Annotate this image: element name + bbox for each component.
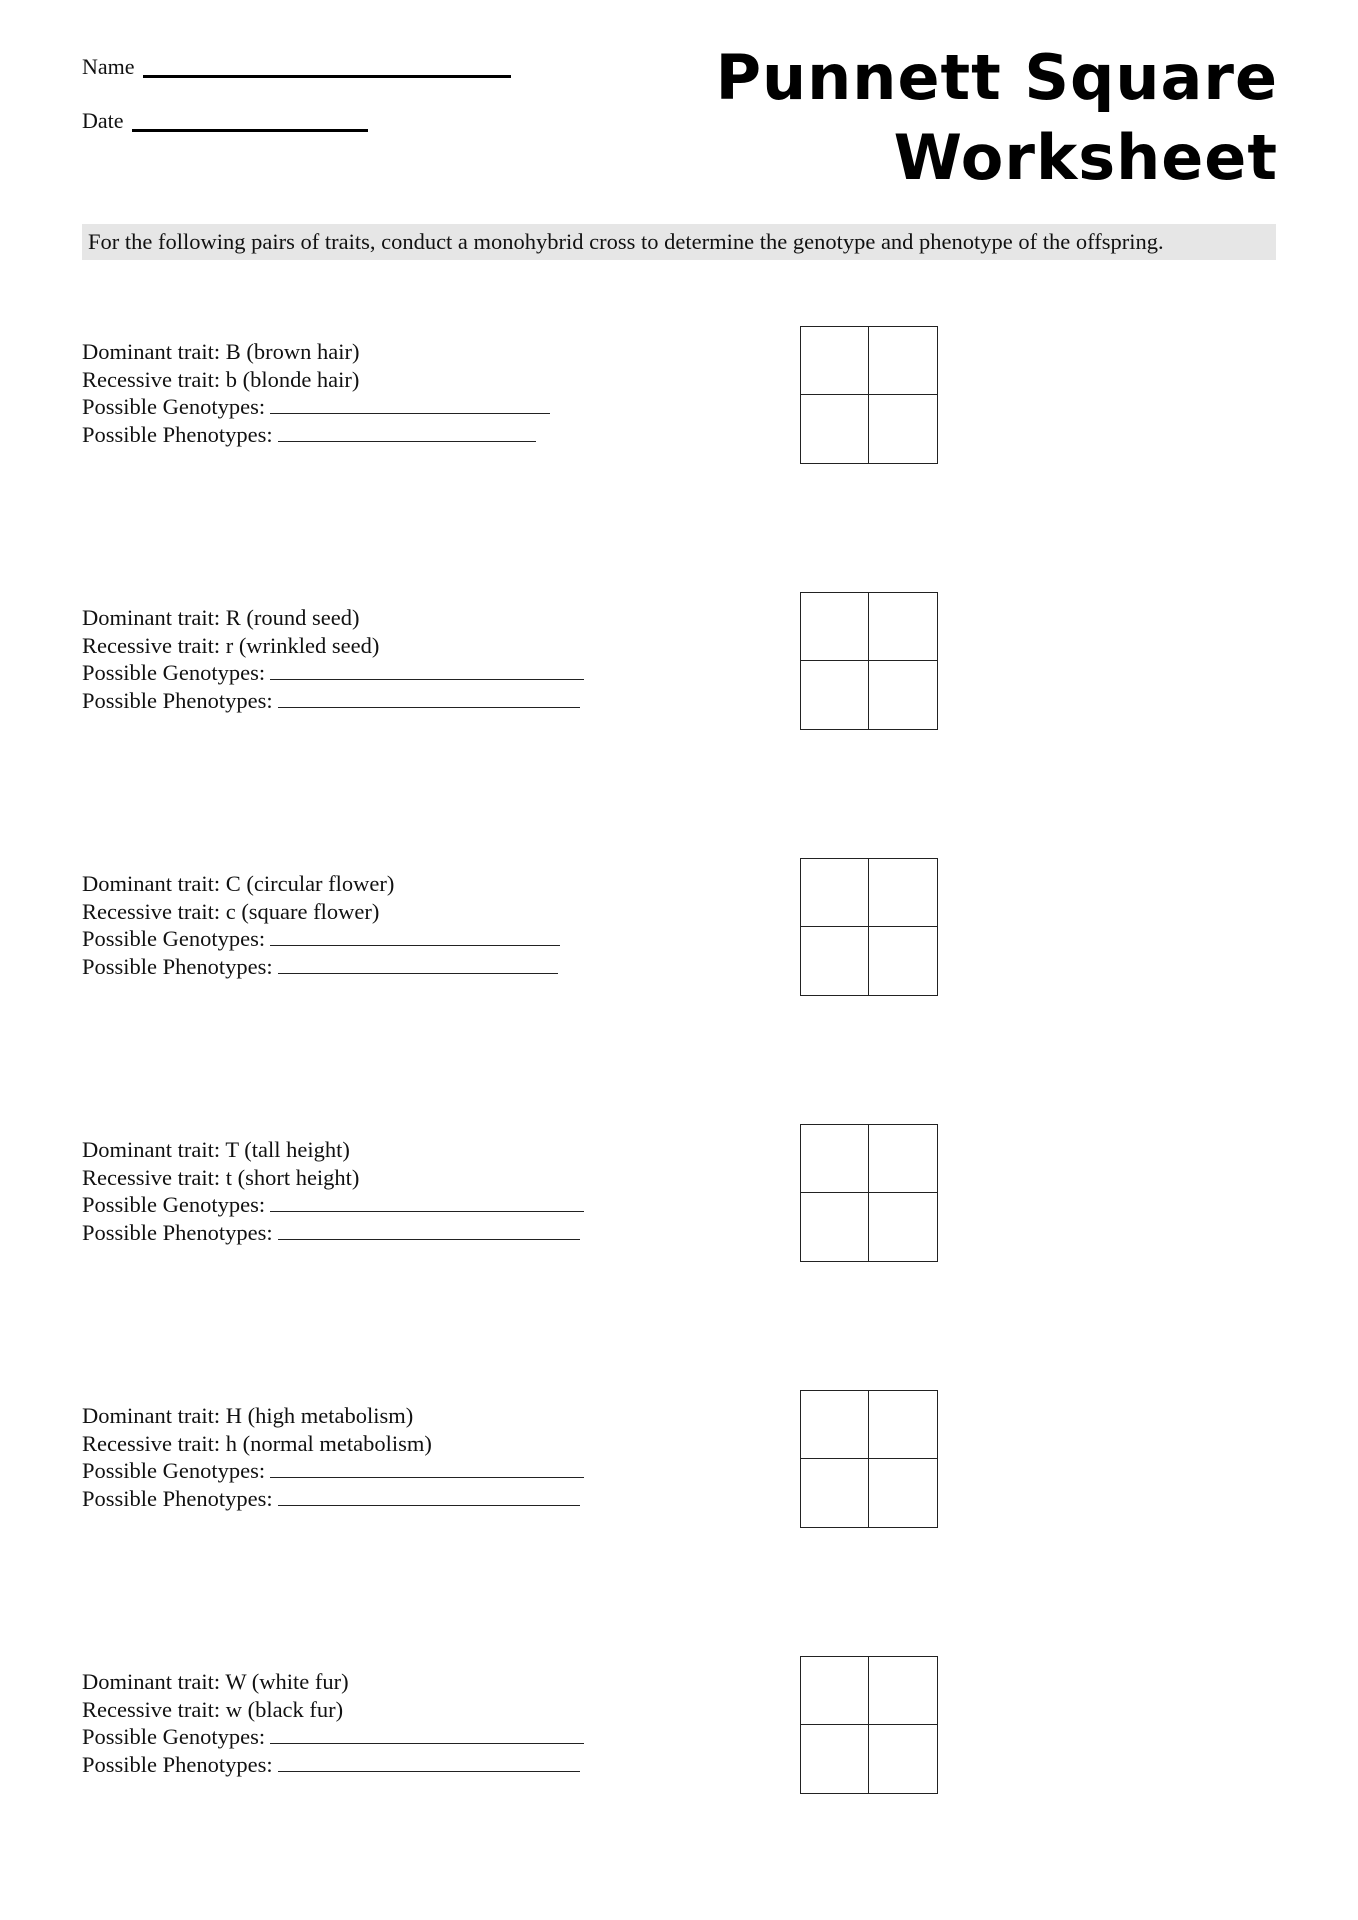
punnett-cell[interactable]: [801, 1459, 869, 1527]
recessive-trait: Recessive trait: t (short height): [82, 1164, 360, 1190]
genotypes-answer-line[interactable]: [270, 1742, 584, 1744]
punnett-square: [800, 592, 938, 730]
punnett-cell[interactable]: [801, 927, 869, 995]
punnett-cell[interactable]: [801, 593, 869, 661]
date-field[interactable]: [82, 108, 368, 134]
genotypes-label: Possible Genotypes:: [82, 660, 266, 685]
phenotypes-label: Possible Phenotypes:: [82, 1751, 273, 1777]
genotypes-label: Possible Genotypes:: [82, 1724, 266, 1749]
dominant-trait: Dominant trait: B (brown hair): [82, 339, 360, 364]
dominant-trait: Dominant trait: R (round seed): [82, 605, 360, 630]
page-title: [716, 38, 1278, 198]
phenotypes-answer-line[interactable]: [278, 1770, 580, 1772]
phenotypes-label: Possible Phenotypes:: [82, 953, 273, 979]
recessive-trait: Recessive trait: w (black fur): [82, 1696, 344, 1722]
phenotypes-answer-line[interactable]: [278, 706, 580, 708]
punnett-cell[interactable]: [801, 395, 869, 463]
punnett-square: [800, 1124, 938, 1262]
punnett-square: [800, 1656, 938, 1794]
phenotypes-label: Possible Phenotypes:: [82, 421, 273, 447]
date-label: Date: [82, 108, 124, 133]
dominant-trait: Dominant trait: W (white fur): [82, 1669, 349, 1694]
punnett-cell[interactable]: [869, 1725, 937, 1793]
phenotypes-answer-line[interactable]: [278, 1238, 580, 1240]
punnett-cell[interactable]: [801, 327, 869, 395]
problem-3: [0, 870, 1358, 1010]
genotypes-answer-line[interactable]: [270, 1476, 584, 1478]
phenotypes-label: Possible Phenotypes:: [82, 1219, 273, 1245]
instructions-banner: For the following pairs of traits, conduct a monohybrid cross to determine the genotype and phenotype of the offspring.: [82, 224, 1276, 260]
recessive-trait: Recessive trait: h (normal metabolism): [82, 1430, 432, 1456]
recessive-trait: Recessive trait: b (blonde hair): [82, 366, 360, 392]
name-field[interactable]: [82, 54, 511, 80]
punnett-square: [800, 858, 938, 996]
punnett-cell[interactable]: [869, 1193, 937, 1261]
punnett-square: [800, 1390, 938, 1528]
punnett-cell[interactable]: [869, 859, 937, 927]
punnett-cell[interactable]: [869, 593, 937, 661]
problem-text: [82, 870, 560, 980]
title-line-2: Worksheet: [893, 121, 1278, 194]
problem-text: [82, 604, 584, 714]
name-input-line[interactable]: [143, 74, 511, 78]
problem-text: [82, 1402, 584, 1512]
phenotypes-answer-line[interactable]: [278, 440, 536, 442]
dominant-trait: Dominant trait: T (tall height): [82, 1137, 350, 1162]
genotypes-label: Possible Genotypes:: [82, 1458, 266, 1483]
genotypes-answer-line[interactable]: [270, 944, 560, 946]
genotypes-label: Possible Genotypes:: [82, 1192, 266, 1217]
punnett-cell[interactable]: [801, 661, 869, 729]
problem-4: [0, 1136, 1358, 1276]
genotypes-answer-line[interactable]: [270, 678, 584, 680]
dominant-trait: Dominant trait: C (circular flower): [82, 871, 395, 896]
punnett-cell[interactable]: [869, 395, 937, 463]
dominant-trait: Dominant trait: H (high metabolism): [82, 1403, 414, 1428]
punnett-cell[interactable]: [801, 1391, 869, 1459]
problem-2: [0, 604, 1358, 744]
punnett-cell[interactable]: [869, 327, 937, 395]
punnett-cell[interactable]: [801, 1657, 869, 1725]
punnett-cell[interactable]: [801, 1125, 869, 1193]
date-input-line[interactable]: [132, 128, 368, 132]
punnett-cell[interactable]: [869, 1125, 937, 1193]
problem-text: [82, 1136, 584, 1246]
punnett-cell[interactable]: [801, 1193, 869, 1261]
punnett-cell[interactable]: [869, 1657, 937, 1725]
phenotypes-label: Possible Phenotypes:: [82, 687, 273, 713]
punnett-cell[interactable]: [801, 859, 869, 927]
phenotypes-label: Possible Phenotypes:: [82, 1485, 273, 1511]
problem-text: [82, 338, 550, 448]
punnett-cell[interactable]: [869, 1459, 937, 1527]
punnett-cell[interactable]: [869, 927, 937, 995]
phenotypes-answer-line[interactable]: [278, 972, 558, 974]
punnett-cell[interactable]: [869, 661, 937, 729]
title-line-1: Punnett Square: [715, 41, 1278, 114]
punnett-cell[interactable]: [869, 1391, 937, 1459]
recessive-trait: Recessive trait: c (square flower): [82, 898, 380, 924]
punnett-square: [800, 326, 938, 464]
name-label: Name: [82, 54, 135, 79]
problem-5: [0, 1402, 1358, 1542]
genotypes-answer-line[interactable]: [270, 1210, 584, 1212]
genotypes-label: Possible Genotypes:: [82, 394, 266, 419]
problem-text: [82, 1668, 584, 1778]
problem-1: [0, 338, 1358, 478]
genotypes-label: Possible Genotypes:: [82, 926, 266, 951]
problem-6: [0, 1668, 1358, 1808]
phenotypes-answer-line[interactable]: [278, 1504, 580, 1506]
genotypes-answer-line[interactable]: [270, 412, 550, 414]
recessive-trait: Recessive trait: r (wrinkled seed): [82, 632, 380, 658]
punnett-cell[interactable]: [801, 1725, 869, 1793]
